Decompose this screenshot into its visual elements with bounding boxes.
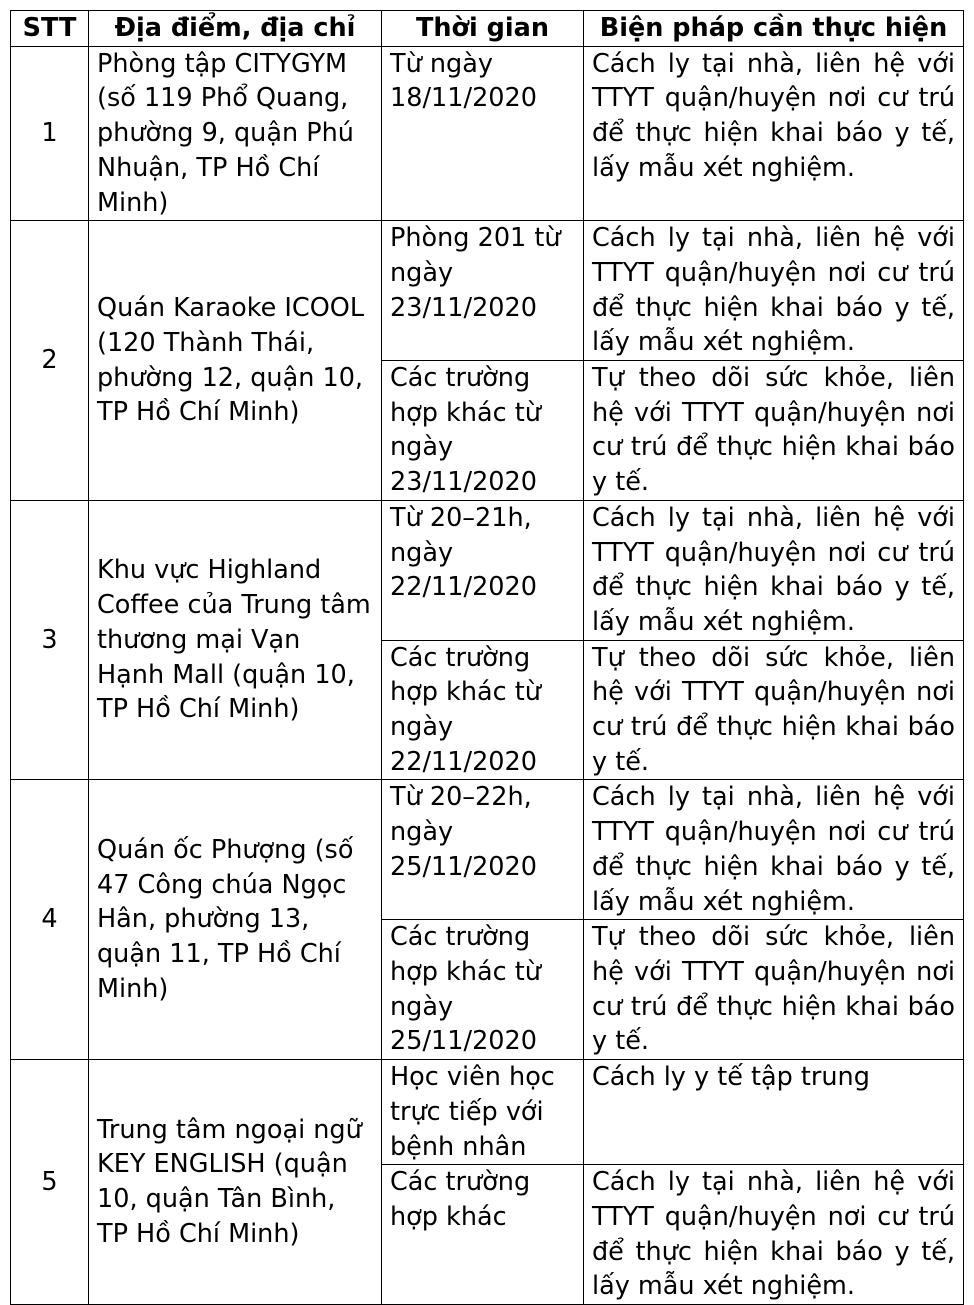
- time-cell: Học viên học trực tiếp với bệnh nhân: [382, 1060, 584, 1165]
- row-number: 1: [11, 46, 89, 221]
- time-cell: Phòng 201 từ ngày 23/11/2020: [382, 221, 584, 361]
- time-cell: Các trường hợp khác từ ngày 22/11/2020: [382, 640, 584, 780]
- header-measure: Biện pháp cần thực hiện: [584, 11, 964, 47]
- row-number: 3: [11, 500, 89, 780]
- table-row: [11, 46, 964, 221]
- row-number: 2: [11, 221, 89, 501]
- measure-cell: Cách ly y tế tập trung: [584, 1060, 964, 1165]
- header-stt: STT: [11, 11, 89, 47]
- locations-table: [10, 10, 964, 1305]
- row-number: 4: [11, 780, 89, 1060]
- time-cell: Từ 20–21h, ngày 22/11/2020: [382, 500, 584, 640]
- header-time: Thời gian: [382, 11, 584, 47]
- header-row: [11, 11, 964, 47]
- location-cell: Khu vực Highland Coffee của Trung tâm thương mại Vạn Hạnh Mall (quận 10, TP Hồ Chí Minh): [89, 500, 382, 780]
- measure-cell: Tự theo dõi sức khỏe, liên hệ với TTYT quận/huyện nơi cư trú để thực hiện khai báo y tế.: [584, 361, 964, 501]
- row-number: 5: [11, 1060, 89, 1305]
- table-row: [11, 500, 964, 640]
- table-row: [11, 1060, 964, 1165]
- time-cell: Các trường hợp khác từ ngày 23/11/2020: [382, 361, 584, 501]
- time-cell: Các trường hợp khác: [382, 1165, 584, 1305]
- measure-cell: Cách ly tại nhà, liên hệ với TTYT quận/huyện nơi cư trú để thực hiện khai báo y tế, lấy mẫu xét nghiệm.: [584, 1165, 964, 1305]
- time-cell: Từ ngày 18/11/2020: [382, 46, 584, 221]
- measure-cell: Tự theo dõi sức khỏe, liên hệ với TTYT quận/huyện nơi cư trú để thực hiện khai báo y tế.: [584, 640, 964, 780]
- measure-cell: Cách ly tại nhà, liên hệ với TTYT quận/huyện nơi cư trú để thực hiện khai báo y tế, lấy mẫu xét nghiệm.: [584, 780, 964, 920]
- table-row: [11, 780, 964, 920]
- location-cell: Trung tâm ngoại ngữ KEY ENGLISH (quận 10, quận Tân Bình, TP Hồ Chí Minh): [89, 1060, 382, 1305]
- location-cell: Phòng tập CITYGYM (số 119 Phổ Quang, phường 9, quận Phú Nhuận, TP Hồ Chí Minh): [89, 46, 382, 221]
- measure-cell: Cách ly tại nhà, liên hệ với TTYT quận/huyện nơi cư trú để thực hiện khai báo y tế, lấy mẫu xét nghiệm.: [584, 500, 964, 640]
- location-cell: Quán Karaoke ICOOL (120 Thành Thái, phường 12, quận 10, TP Hồ Chí Minh): [89, 221, 382, 501]
- header-place: Địa điểm, địa chỉ: [89, 11, 382, 47]
- time-cell: Các trường hợp khác từ ngày 25/11/2020: [382, 920, 584, 1060]
- table-row: [11, 221, 964, 361]
- measure-cell: Cách ly tại nhà, liên hệ với TTYT quận/huyện nơi cư trú để thực hiện khai báo y tế, lấy mẫu xét nghiệm.: [584, 46, 964, 221]
- time-cell: Từ 20–22h, ngày 25/11/2020: [382, 780, 584, 920]
- measure-cell: Tự theo dõi sức khỏe, liên hệ với TTYT quận/huyện nơi cư trú để thực hiện khai báo y tế.: [584, 920, 964, 1060]
- measure-cell: Cách ly tại nhà, liên hệ với TTYT quận/huyện nơi cư trú để thực hiện khai báo y tế, lấy mẫu xét nghiệm.: [584, 221, 964, 361]
- location-cell: Quán ốc Phượng (số 47 Công chúa Ngọc Hân, phường 13, quận 11, TP Hồ Chí Minh): [89, 780, 382, 1060]
